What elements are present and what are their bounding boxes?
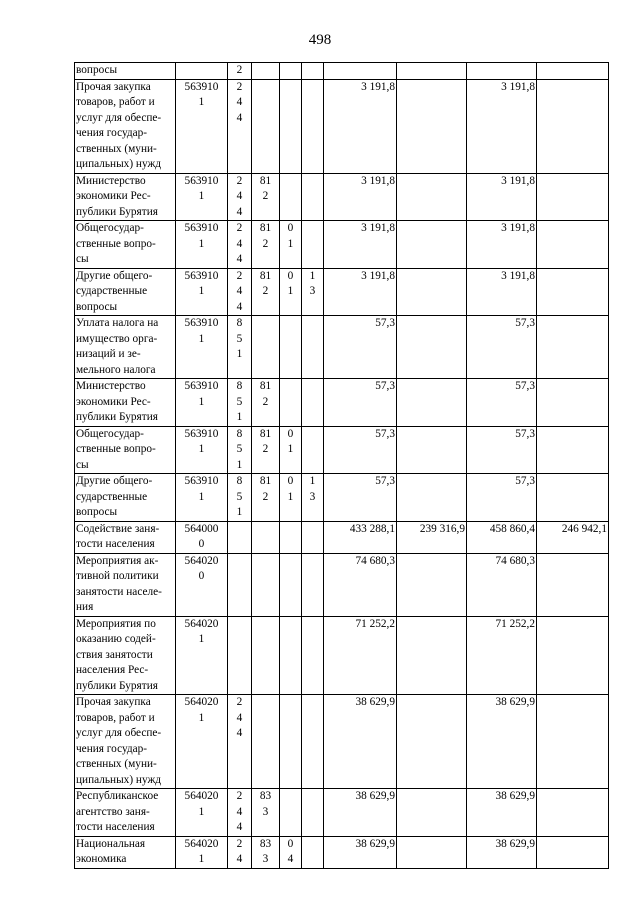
target-code-cell: 564020 0 [176,553,228,616]
row-name-cell: Общегосудар- ственные вопро- сы [75,426,176,474]
section-cell [280,379,302,427]
section-cell [280,789,302,837]
target-code-cell: 563910 1 [176,379,228,427]
amount-1-cell: 57,3 [324,379,397,427]
expense-type-cell: 2 4 4 [228,695,252,789]
table-row [75,616,609,695]
section-cell [280,553,302,616]
table-body [75,63,609,869]
table-row [75,79,609,173]
amount-2-cell [397,789,467,837]
amount-4-cell: 246 942,1 [537,521,609,553]
amount-1-cell: 38 629,9 [324,789,397,837]
section-cell [280,79,302,173]
table-row [75,63,609,80]
ministry-code-cell [252,616,280,695]
section-cell: 0 1 [280,426,302,474]
expense-type-cell: 2 4 4 [228,789,252,837]
table-row [75,521,609,553]
target-code-cell: 564020 1 [176,616,228,695]
expense-type-cell: 8 5 1 [228,474,252,522]
row-name-cell: Министерство экономики Рес- публики Бурятия [75,173,176,221]
section-cell [280,173,302,221]
amount-4-cell [537,379,609,427]
table-row [75,695,609,789]
row-name-cell: Республиканское агентство заня- тости населения [75,789,176,837]
subsection-cell: 1 3 [302,268,324,316]
amount-1-cell: 57,3 [324,316,397,379]
subsection-cell [302,553,324,616]
amount-4-cell [537,474,609,522]
amount-2-cell [397,316,467,379]
target-code-cell: 564020 1 [176,695,228,789]
amount-4-cell [537,695,609,789]
amount-3-cell: 3 191,8 [467,79,537,173]
row-name-cell: Содействие заня- тости населения [75,521,176,553]
amount-1-cell: 38 629,9 [324,695,397,789]
row-name-cell: Мероприятия ак- тивной политики занятости населе- ния [75,553,176,616]
amount-4-cell [537,173,609,221]
amount-3-cell: 3 191,8 [467,221,537,269]
ministry-code-cell: 81 2 [252,221,280,269]
amount-1-cell: 57,3 [324,426,397,474]
amount-2-cell [397,268,467,316]
ministry-code-cell: 81 2 [252,268,280,316]
amount-2-cell [397,63,467,80]
section-cell: 0 1 [280,268,302,316]
amount-2-cell [397,616,467,695]
row-name-cell: Министерство экономики Рес- публики Бурятия [75,379,176,427]
table-row [75,426,609,474]
expense-type-cell [228,616,252,695]
amount-3-cell: 38 629,9 [467,789,537,837]
subsection-cell [302,836,324,868]
table-row [75,173,609,221]
amount-2-cell [397,553,467,616]
ministry-code-cell: 83 3 [252,836,280,868]
table-row [75,316,609,379]
target-code-cell: 563910 1 [176,474,228,522]
subsection-cell [302,316,324,379]
row-name-cell: Прочая закупка товаров, работ и услуг для обеспе- чения государ- ственных (муни- ципальных) нужд [75,695,176,789]
expense-type-cell: 8 5 1 [228,379,252,427]
amount-3-cell: 74 680,3 [467,553,537,616]
section-cell: 0 1 [280,221,302,269]
amount-3-cell [467,63,537,80]
amount-2-cell [397,173,467,221]
section-cell: 0 4 [280,836,302,868]
ministry-code-cell [252,695,280,789]
amount-3-cell: 57,3 [467,379,537,427]
amount-4-cell [537,316,609,379]
subsection-cell [302,789,324,837]
amount-3-cell: 3 191,8 [467,268,537,316]
section-cell [280,616,302,695]
amount-3-cell: 57,3 [467,474,537,522]
amount-3-cell: 71 252,2 [467,616,537,695]
ministry-code-cell: 81 2 [252,379,280,427]
amount-4-cell [537,79,609,173]
expense-type-cell: 2 4 4 [228,173,252,221]
expense-type-cell: 2 4 4 [228,221,252,269]
expense-type-cell: 2 [228,63,252,80]
subsection-cell [302,426,324,474]
amount-2-cell [397,379,467,427]
row-name-cell: Уплата налога на имущество орга- низаций и зе- мельного налога [75,316,176,379]
subsection-cell: 1 3 [302,474,324,522]
amount-4-cell [537,553,609,616]
amount-4-cell [537,789,609,837]
section-cell [280,695,302,789]
target-code-cell: 563910 1 [176,426,228,474]
amount-1-cell: 3 191,8 [324,268,397,316]
target-code-cell: 563910 1 [176,173,228,221]
target-code-cell: 563910 1 [176,79,228,173]
table-row [75,268,609,316]
amount-4-cell [537,836,609,868]
target-code-cell [176,63,228,80]
target-code-cell: 564000 0 [176,521,228,553]
subsection-cell [302,521,324,553]
amount-3-cell: 57,3 [467,316,537,379]
table-row [75,553,609,616]
subsection-cell [302,616,324,695]
amount-1-cell: 3 191,8 [324,173,397,221]
section-cell [280,316,302,379]
ministry-code-cell: 81 2 [252,474,280,522]
amount-2-cell [397,426,467,474]
amount-2-cell [397,695,467,789]
section-cell [280,521,302,553]
ministry-code-cell [252,521,280,553]
amount-1-cell: 38 629,9 [324,836,397,868]
row-name-cell: Общегосудар- ственные вопро- сы [75,221,176,269]
amount-2-cell [397,79,467,173]
target-code-cell: 564020 1 [176,836,228,868]
expense-type-cell: 2 4 4 [228,268,252,316]
ministry-code-cell [252,316,280,379]
table-row [75,379,609,427]
target-code-cell: 563910 1 [176,221,228,269]
row-name-cell: Национальная экономика [75,836,176,868]
row-name-cell: Прочая закупка товаров, работ и услуг для обеспе- чения государ- ственных (муни- ципальных) нужд [75,79,176,173]
expense-type-cell: 8 5 1 [228,316,252,379]
target-code-cell: 563910 1 [176,316,228,379]
amount-1-cell: 57,3 [324,474,397,522]
amount-2-cell [397,474,467,522]
section-cell [280,63,302,80]
amount-3-cell: 38 629,9 [467,695,537,789]
row-name-cell: Другие общего- сударственные вопросы [75,474,176,522]
amount-4-cell [537,268,609,316]
target-code-cell: 563910 1 [176,268,228,316]
subsection-cell [302,695,324,789]
amount-3-cell: 3 191,8 [467,173,537,221]
amount-2-cell: 239 316,9 [397,521,467,553]
amount-1-cell: 433 288,1 [324,521,397,553]
amount-1-cell: 71 252,2 [324,616,397,695]
ministry-code-cell: 81 2 [252,173,280,221]
amount-4-cell [537,616,609,695]
amount-3-cell: 458 860,4 [467,521,537,553]
table-row [75,789,609,837]
amount-3-cell: 38 629,9 [467,836,537,868]
table-row [75,836,609,868]
amount-4-cell [537,221,609,269]
row-name-cell: Мероприятия по оказанию содей- ствия занятости населения Рес- публики Бурятия [75,616,176,695]
subsection-cell [302,63,324,80]
amount-4-cell [537,63,609,80]
budget-table [74,62,609,869]
amount-2-cell [397,836,467,868]
amount-3-cell: 57,3 [467,426,537,474]
subsection-cell [302,221,324,269]
ministry-code-cell [252,553,280,616]
table-row [75,474,609,522]
section-cell: 0 1 [280,474,302,522]
row-name-cell: вопросы [75,63,176,80]
subsection-cell [302,379,324,427]
amount-1-cell: 74 680,3 [324,553,397,616]
page-number: 498 [308,32,332,48]
expense-type-cell [228,521,252,553]
amount-1-cell [324,63,397,80]
expense-type-cell: 2 4 [228,836,252,868]
table-row [75,221,609,269]
expense-type-cell [228,553,252,616]
ministry-code-cell: 83 3 [252,789,280,837]
ministry-code-cell [252,63,280,80]
subsection-cell [302,79,324,173]
target-code-cell: 564020 1 [176,789,228,837]
expense-type-cell: 2 4 4 [228,79,252,173]
amount-1-cell: 3 191,8 [324,221,397,269]
expense-type-cell: 8 5 1 [228,426,252,474]
amount-2-cell [397,221,467,269]
row-name-cell: Другие общего- сударственные вопросы [75,268,176,316]
ministry-code-cell [252,79,280,173]
amount-1-cell: 3 191,8 [324,79,397,173]
subsection-cell [302,173,324,221]
amount-4-cell [537,426,609,474]
ministry-code-cell: 81 2 [252,426,280,474]
